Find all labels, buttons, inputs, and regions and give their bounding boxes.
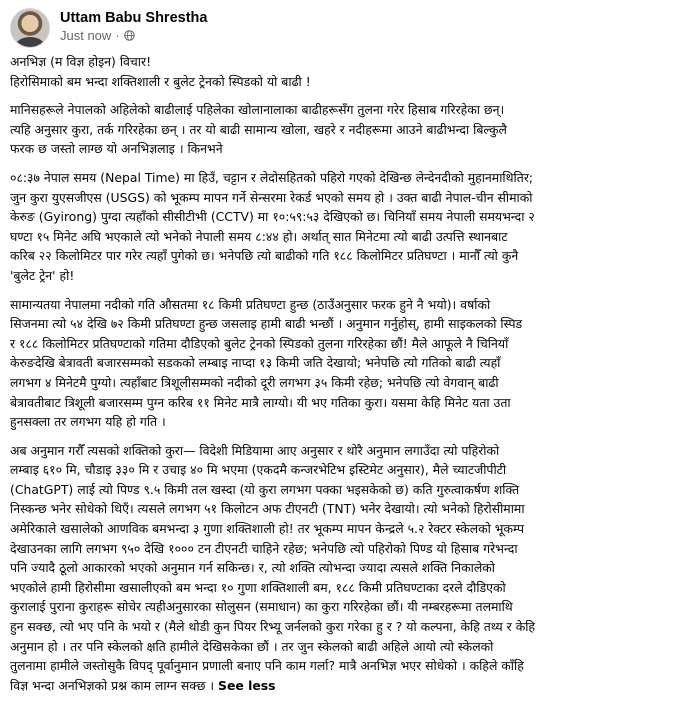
post-text-line <box>10 676 668 696</box>
post-text-line: मानिसहरूले नेपालको अहिलेको बाढीलाई पहिलेका खोलानालाका बाढीहरूसँग तुलना गरेर हिसाब गरिरहेका छन्। <box>10 102 505 118</box>
post-text-line: हिरोसिमाको बम भन्दा शक्तिशाली र बुलेट ट्रेनको स्पिडको यो बाढी ! <box>10 73 311 89</box>
post-text-line: बेत्रावतीबाट त्रिशूली बजारसम्म पुग्न करिब ११ मिनेट मात्रै लाग्यो। यी भए गतिका कुरा। यसमा केहि मिनेट यता उता <box>10 394 511 410</box>
avatar[interactable] <box>10 8 50 48</box>
post-subline <box>60 27 207 44</box>
post-text-line: जुन कुरा युएसजीएस (USGS) को भूकम्प मापन गर्ने सेन्सरमा रेकर्ड भएको समय हो । उक्त बाढी नेपाल-चीन सीमाको <box>10 189 533 205</box>
separator-dot: · <box>115 28 120 43</box>
post-text-line: हुन सक्छ, त्यो भए पनि के भयो र (मैले थोडी कुन पियर रिभ्यू जर्नलको कुरा गरेका हु र ? यो कल्पना, केहि तथ्य र केहि <box>10 619 535 635</box>
post-header <box>10 8 668 52</box>
post-text-line: सामान्यतया नेपालमा नदीको गति औसतमा १८ किमी प्रतिघण्टा हुन्छ (ठाउँअनुसार फरक हुने नै भयो)। वर्षाको <box>10 296 491 312</box>
see-less-link[interactable]: See less <box>218 677 276 693</box>
post-text-line: घण्टा १५ मिनेट अघि भएकाले त्यो भनेको नेपाली समय ८:४४ हो। अर्थात् सात मिनेटमा त्यो बाढी उत्पत्ति स्थानबाट <box>10 228 508 244</box>
globe-icon[interactable] <box>124 30 135 41</box>
post-timestamp[interactable]: Just now <box>60 28 112 43</box>
post-text-line: पनि ज्यादै ठूलो आकारको भएको अनुमान गर्न सकिन्छ। र, त्यो शक्ति त्योभन्दा ज्यादा त्यसले शक्ति निकालेको <box>10 560 496 576</box>
post-text-line: करिब २२ किलोमिटर पार गरेर त्यहाँ पुगेको छ। भनेपछि त्यो बाढीको गति १८८ किलोमिटर प्रतिघण्टा । मानौँ त्यो कुनै <box>10 248 519 264</box>
post-text-line: र १८८ किलोमिटर प्रतिघण्टाको गतिमा दौडिएको बुलेट ट्रेनको स्पिडको तुलना गरिरहेका छौं! मैले आफूले नै चिनियाँ <box>10 335 509 351</box>
post-paragraph <box>10 441 668 696</box>
post-text-line: देखाउनका लागि लगभग ९५० देखि १००० टन टीएनटी चाहिने रहेछ; भनेपछि त्यो पहिरोको पिण्ड यो हिसाब गरेभन्दा <box>10 540 518 556</box>
post-text-line: निस्कन्छ भनेर सोधेको थिएँ। त्यसले लगभग ५१ किलोटन अफ टीएनटी (TNT) भनेर देखायो। त्यो भनेको हिरोसीमामा <box>10 501 525 517</box>
post-text-line: हुनसक्ला तर लगभग यहि हो गति । <box>10 414 166 430</box>
post-text-line: तुलनामा हामीले जस्तोसुकै विपद् पूर्वानुमान प्रणाली बनाए पनि काम गर्ला? मात्रै अनभिज्ञ भएर सोधेको । कहिले काँहि <box>10 658 524 674</box>
post-text-line-content: विज्ञ भन्दा अनभिज्ञको प्रश्न काम लाग्न सक्छ । <box>10 677 215 693</box>
post-text-line: लगभग ४ मिनेटमै पुग्यो। त्यहाँबाट त्रिशूलीसम्मको नदीको दूरी लगभग ३५ किमी रहेछ; भनेपछि त्यो वेगवान् बाढी <box>10 374 499 390</box>
post-text-line: अनुमान हो । तर पनि स्केलको क्षति हामीले देखिसकेका छौं । तर जुन स्केलको बाढी अहिले आयो त्यो स्केलको <box>10 638 494 654</box>
post-text-line: भएकोले हामी हिरोसीमा खसालीएको बम भन्दा १० गुणा शक्तिशाली बम, १८८ किमी प्रतिघण्टाका दरले दौडिएको <box>10 579 506 595</box>
post-text-line: केरुङदेखि बेत्रावती बजारसम्मको सडकको लम्बाइ नाप्दा १३ किमी जति देखायो; भनेपछि त्यो गतिको बाढी त्यहाँ <box>10 355 501 371</box>
post-text-line: लम्बाइ ६१० मि, चौडाइ ३३० मि र उचाइ ४० मि भएमा (एकदमै कन्जरभेटिभ इस्टिमेट अनुसार), मैले च्याटजीपीटी <box>10 462 507 478</box>
post-text-line: केरुङ (Gyirong) पुग्दा त्यहाँको सीसीटीभी (CCTV) मा १०:५९:५३ देखिएको छ। चिनियाँ समय नेपाली समयभन्दा २ <box>10 209 535 225</box>
post-paragraph <box>10 295 668 432</box>
post-text-line: (ChatGPT) लाई त्यो पिण्ड ९.५ किमी तल खस्दा (यो कुरा लगभग पक्का भइसकेको छ) कति गुरुत्वाकर्षण शक्ति <box>10 481 520 497</box>
post-body <box>10 52 668 695</box>
post-paragraph <box>10 100 668 159</box>
post-paragraph <box>10 168 668 286</box>
post-paragraph <box>10 52 668 91</box>
post-text-line: फरक छ जस्तो लाग्छ यो अनभिज्ञलाइ । किनभने <box>10 141 223 157</box>
post-meta <box>60 8 207 44</box>
author-name[interactable]: Uttam Babu Shrestha <box>60 10 208 26</box>
post-text-line: सिजनमा त्यो ५४ देखि ७२ किमी प्रतिघण्टा हुन्छ जसलाइ हामी बाढी भन्छौं । अनुमान गर्नुहोस्, हामी साइकलको स्पिड <box>10 316 523 332</box>
post-text-line: अब अनुमान गरौँ त्यसको शक्तिको कुरा— विदेशी मिडियामा आए अनुसार र थोरै अनुमान लगाउँदा त्यो पहिरोको <box>10 442 500 458</box>
post-text-line: ०८:३७ नेपाल समय (Nepal Time) मा हिउँ, चट्टान र लेदोसहितको पहिरो गएको देखिन्छ लेन्देनदीको मुहानमाथितिर; <box>10 169 534 185</box>
post-text-line: कुरालाई पुराना कुराहरू सोचेर त्यहीअनुसारका सोलुसन (समाधान) का कुरा गरिरहेका छौं। यी नम्बरहरूमा तलमाथि <box>10 599 513 615</box>
post-text-line: अमेरिकाले खसालेको आणविक बमभन्दा ३ गुणा शक्तिशाली हो! तर भूकम्प मापन केन्द्रले ५.२ रेक्टर स्केलको भूकम्प <box>10 521 525 537</box>
post-text-line: 'बुलेट ट्रेन' हो! <box>10 267 75 283</box>
post-text-line: त्यहि अनुसार कुरा, तर्क गरिरहेका छन् । तर यो बाढी सामान्य खोला, खहरे र नदीहरूमा आउने बाढीभन्दा बिल्कुलै <box>10 121 507 137</box>
post-text-line: अनभिज्ञ (म विज्ञ होइन) विचार! <box>10 54 152 69</box>
